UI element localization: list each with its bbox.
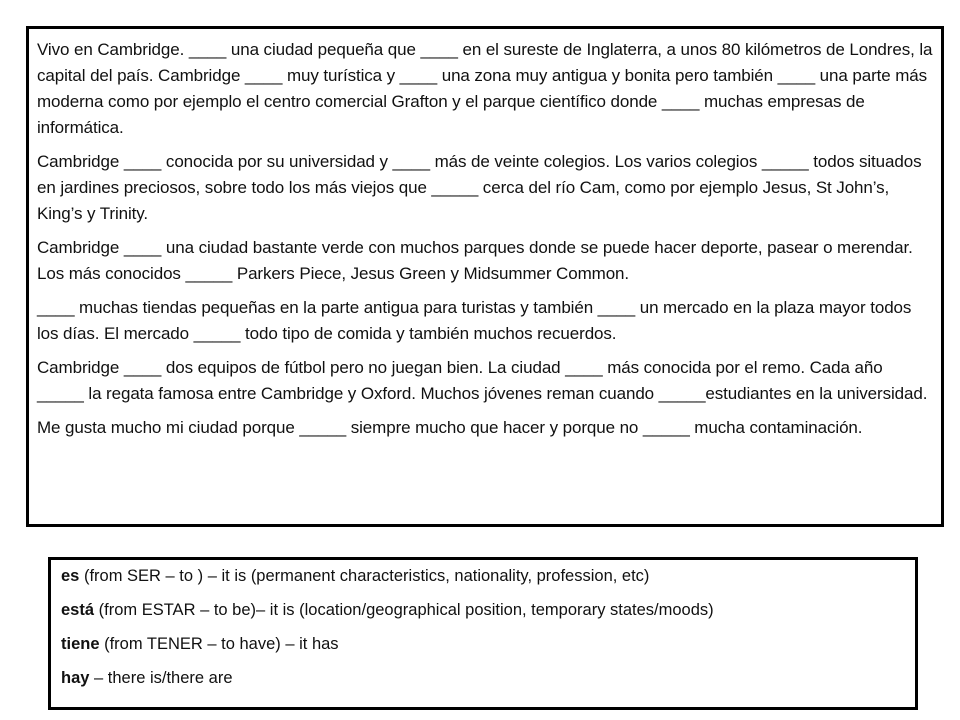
- paragraph-shops: ____ muchas tiendas pequeñas en la parte antigua para turistas y también ____ un mercado en la plaza mayor todos los días. El mercado _____ todo tipo de comida y también muchos recuerdos.: [37, 298, 912, 343]
- paragraph-intro: Vivo en Cambridge. ____ una ciudad pequeña que ____ en el sureste de Inglaterra, a unos 80 kilómetros de Londres, la capital del país. Cambridge ____ muy turística y ____ una zona muy antigua y bonita pero también ____ una parte más moderna como por ejemplo el centro comercial Grafton y el parque científico donde ____ muchas empresas de informática.: [37, 40, 933, 137]
- paragraph-conclusion: Me gusta mucho mi ciudad porque _____ siempre mucho que hacer y porque no _____ mucha contaminación.: [37, 418, 863, 437]
- key-item-hay: [61, 667, 915, 689]
- paragraph-parks: Cambridge ____ una ciudad bastante verde con muchos parques donde se puede hacer deporte, pasear o merendar. Los más conocidos _____ Parkers Piece, Jesus Green y Midsummer Common.: [37, 238, 913, 283]
- key-definition: (from SER – to ) – it is (permanent characteristics, nationality, profession, etc): [79, 567, 650, 585]
- key-term: es: [61, 567, 80, 585]
- key-item-es: [61, 565, 915, 587]
- key-definition: (from ESTAR – to be)– it is (location/geographical position, temporary states/moods): [94, 601, 714, 619]
- key-definition: – there is/there are: [89, 669, 233, 687]
- key-definition: (from TENER – to have) – it has: [99, 635, 339, 653]
- paragraph-university: Cambridge ____ conocida por su universidad y ____ más de veinte colegios. Los varios colegios _____ todos situados en jardines preciosos, sobre todo los más viejos que _____ cerca del río Cam, como por ejemplo Jesus, St John’s, King’s y Trinity.: [37, 152, 922, 223]
- key-item-tiene: [61, 633, 915, 655]
- key-term: hay: [61, 669, 90, 687]
- verb-key-box: [48, 557, 918, 710]
- key-term: está: [61, 601, 95, 619]
- reading-passage-box: [26, 26, 944, 527]
- key-item-esta: [61, 599, 915, 621]
- key-term: tiene: [61, 635, 100, 653]
- paragraph-sports: Cambridge ____ dos equipos de fútbol pero no juegan bien. La ciudad ____ más conocida por el remo. Cada año _____ la regata famosa entre Cambridge y Oxford. Muchos jóvenes reman cuando _____estudiantes en la universidad.: [37, 358, 928, 403]
